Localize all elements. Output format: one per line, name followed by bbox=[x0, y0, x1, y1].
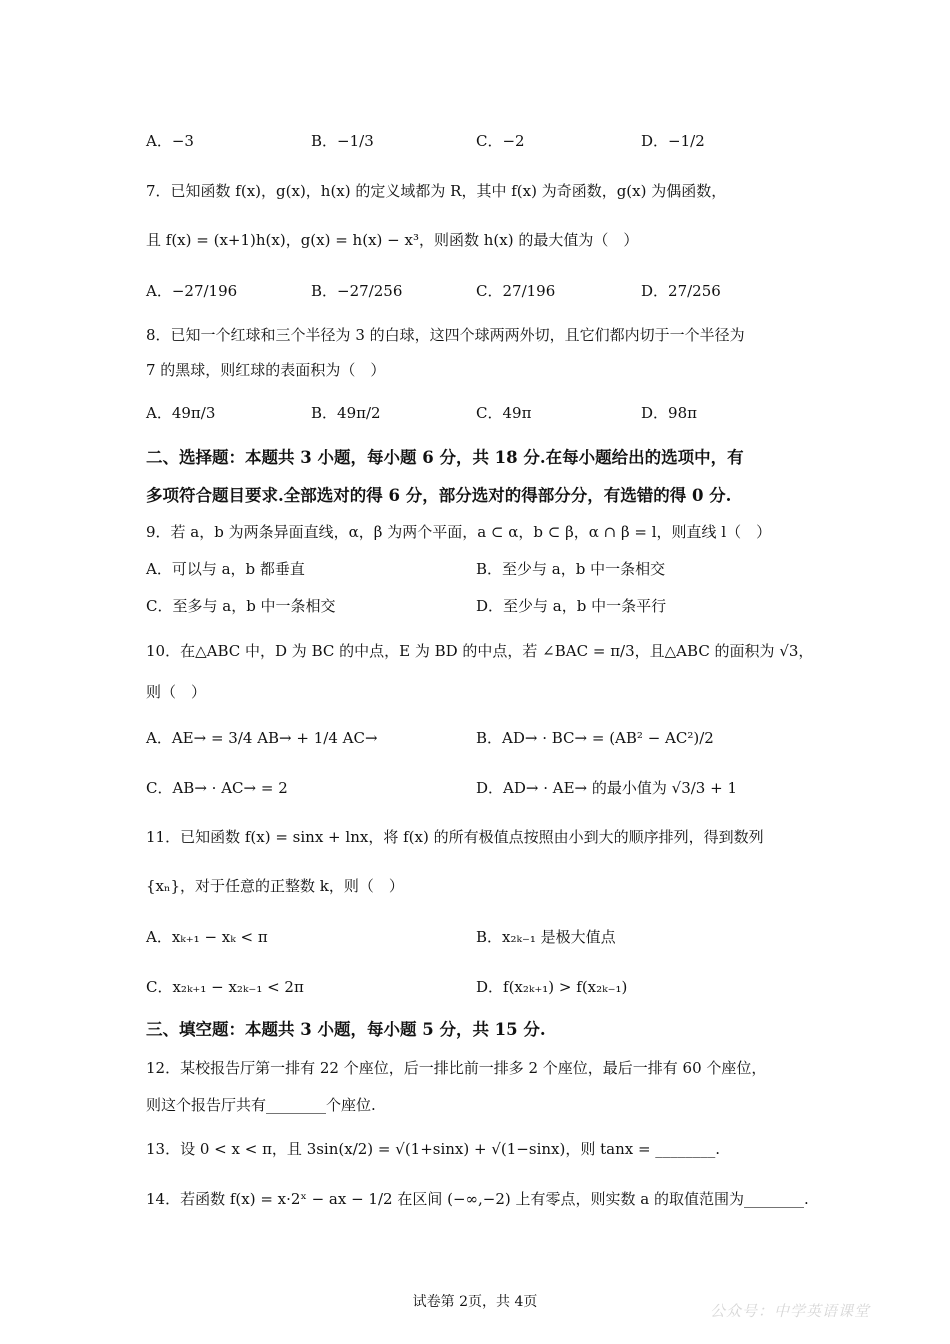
watermark: 公众号：中学英语课堂 bbox=[710, 1302, 871, 1320]
q9-options-row2 bbox=[0, 591, 950, 621]
q6-option-d: D．−1/2 bbox=[641, 132, 705, 150]
q8-option-a: A．49π/3 bbox=[146, 404, 216, 422]
q11-options-row2 bbox=[0, 972, 950, 1002]
q8-option-c: C．49π bbox=[476, 404, 532, 422]
q13-stem: 13．设 0 < x < π，且 3sin(x/2) = √(1+sinx) + √(1−sinx)，则 tanx = ________. bbox=[146, 1140, 721, 1158]
q6-options bbox=[0, 126, 950, 156]
q11-stem-line2: {xₙ}，对于任意的正整数 k，则（ ） bbox=[146, 877, 404, 895]
q6-option-c: C．−2 bbox=[476, 132, 525, 150]
q6-option-b: B．−1/3 bbox=[311, 132, 374, 150]
q8-options bbox=[0, 398, 950, 428]
q14-stem: 14．若函数 f(x) = x·2ˣ − ax − 1/2 在区间 (−∞,−2) 上有零点，则实数 a 的取值范围为________. bbox=[146, 1190, 809, 1208]
q11-option-d: D．f(x₂ₖ₊₁) > f(x₂ₖ₋₁) bbox=[476, 978, 628, 996]
q8-option-b: B．49π/2 bbox=[311, 404, 381, 422]
q9-option-d: D．至少与 a，b 中一条平行 bbox=[476, 597, 667, 615]
q9-options-row1 bbox=[0, 554, 950, 584]
q11-option-c: C．x₂ₖ₊₁ − x₂ₖ₋₁ < 2π bbox=[146, 978, 304, 996]
q11-stem-line1: 11．已知函数 f(x) = sinx + lnx，将 f(x) 的所有极值点按照由小到大的顺序排列，得到数列 bbox=[146, 828, 764, 846]
section3-heading: 三、填空题：本题共 3 小题，每小题 5 分，共 15 分. bbox=[146, 1020, 546, 1039]
q9-option-a: A．可以与 a，b 都垂直 bbox=[146, 560, 305, 578]
q7-stem-line1: 7．已知函数 f(x)，g(x)，h(x) 的定义域都为 R，其中 f(x) 为奇函数，g(x) 为偶函数， bbox=[146, 182, 727, 200]
q8-stem-line1: 8．已知一个红球和三个半径为 3 的白球，这四个球两两外切，且它们都内切于一个半径为 bbox=[146, 326, 745, 344]
q10-options-row1 bbox=[0, 723, 950, 753]
q11-option-a: A．xₖ₊₁ − xₖ < π bbox=[146, 928, 268, 946]
q10-stem-line1: 10．在△ABC 中，D 为 BC 的中点，E 为 BD 的中点，若 ∠BAC = π/3，且△ABC 的面积为 √3， bbox=[146, 642, 814, 660]
q11-options-row1 bbox=[0, 922, 950, 952]
q7-option-d: D．27/256 bbox=[641, 282, 721, 300]
q6-option-a: A．−3 bbox=[146, 132, 194, 150]
page-footer: 试卷第 2页，共 4页 bbox=[412, 1294, 538, 1310]
q7-option-b: B．−27/256 bbox=[311, 282, 403, 300]
q10-option-b: B．AD→ · BC→ = (AB² − AC²)/2 bbox=[476, 729, 714, 747]
q9-option-c: C．至多与 a，b 中一条相交 bbox=[146, 597, 336, 615]
q9-option-b: B．至少与 a，b 中一条相交 bbox=[476, 560, 666, 578]
q10-options-row2 bbox=[0, 773, 950, 803]
q9-stem: 9．若 a，b 为两条异面直线，α，β 为两个平面，a ⊂ α，b ⊂ β，α ∩ β = l，则直线 l（ ） bbox=[146, 523, 772, 541]
section2-heading-line2: 多项符合题目要求.全部选对的得 6 分，部分选对的得部分分，有选错的得 0 分. bbox=[146, 486, 732, 505]
q10-option-c: C．AB→ · AC→ = 2 bbox=[146, 779, 288, 797]
q11-option-b: B．x₂ₖ₋₁ 是极大值点 bbox=[476, 928, 616, 946]
section2-heading-line1: 二、选择题：本题共 3 小题，每小题 6 分，共 18 分.在每小题给出的选项中，有 bbox=[146, 448, 744, 467]
q7-option-a: A．−27/196 bbox=[146, 282, 238, 300]
q12-stem-line1: 12．某校报告厅第一排有 22 个座位，后一排比前一排多 2 个座位，最后一排有 60 个座位， bbox=[146, 1059, 767, 1077]
q10-option-a: A．AE→ = 3/4 AB→ + 1/4 AC→ bbox=[146, 729, 378, 747]
q10-option-d: D．AD→ · AE→ 的最小值为 √3/3 + 1 bbox=[476, 779, 737, 797]
q8-stem-line2: 7 的黑球，则红球的表面积为（ ） bbox=[146, 361, 386, 379]
q12-stem-line2: 则这个报告厅共有________个座位. bbox=[146, 1096, 376, 1114]
q7-option-c: C．27/196 bbox=[476, 282, 556, 300]
q7-options bbox=[0, 276, 950, 306]
q8-option-d: D．98π bbox=[641, 404, 697, 422]
q10-stem-line2: 则（ ） bbox=[146, 683, 207, 701]
q7-stem-line2: 且 f(x) = (x+1)h(x)，g(x) = h(x) − x³，则函数 h(x) 的最大值为（ ） bbox=[146, 231, 639, 249]
